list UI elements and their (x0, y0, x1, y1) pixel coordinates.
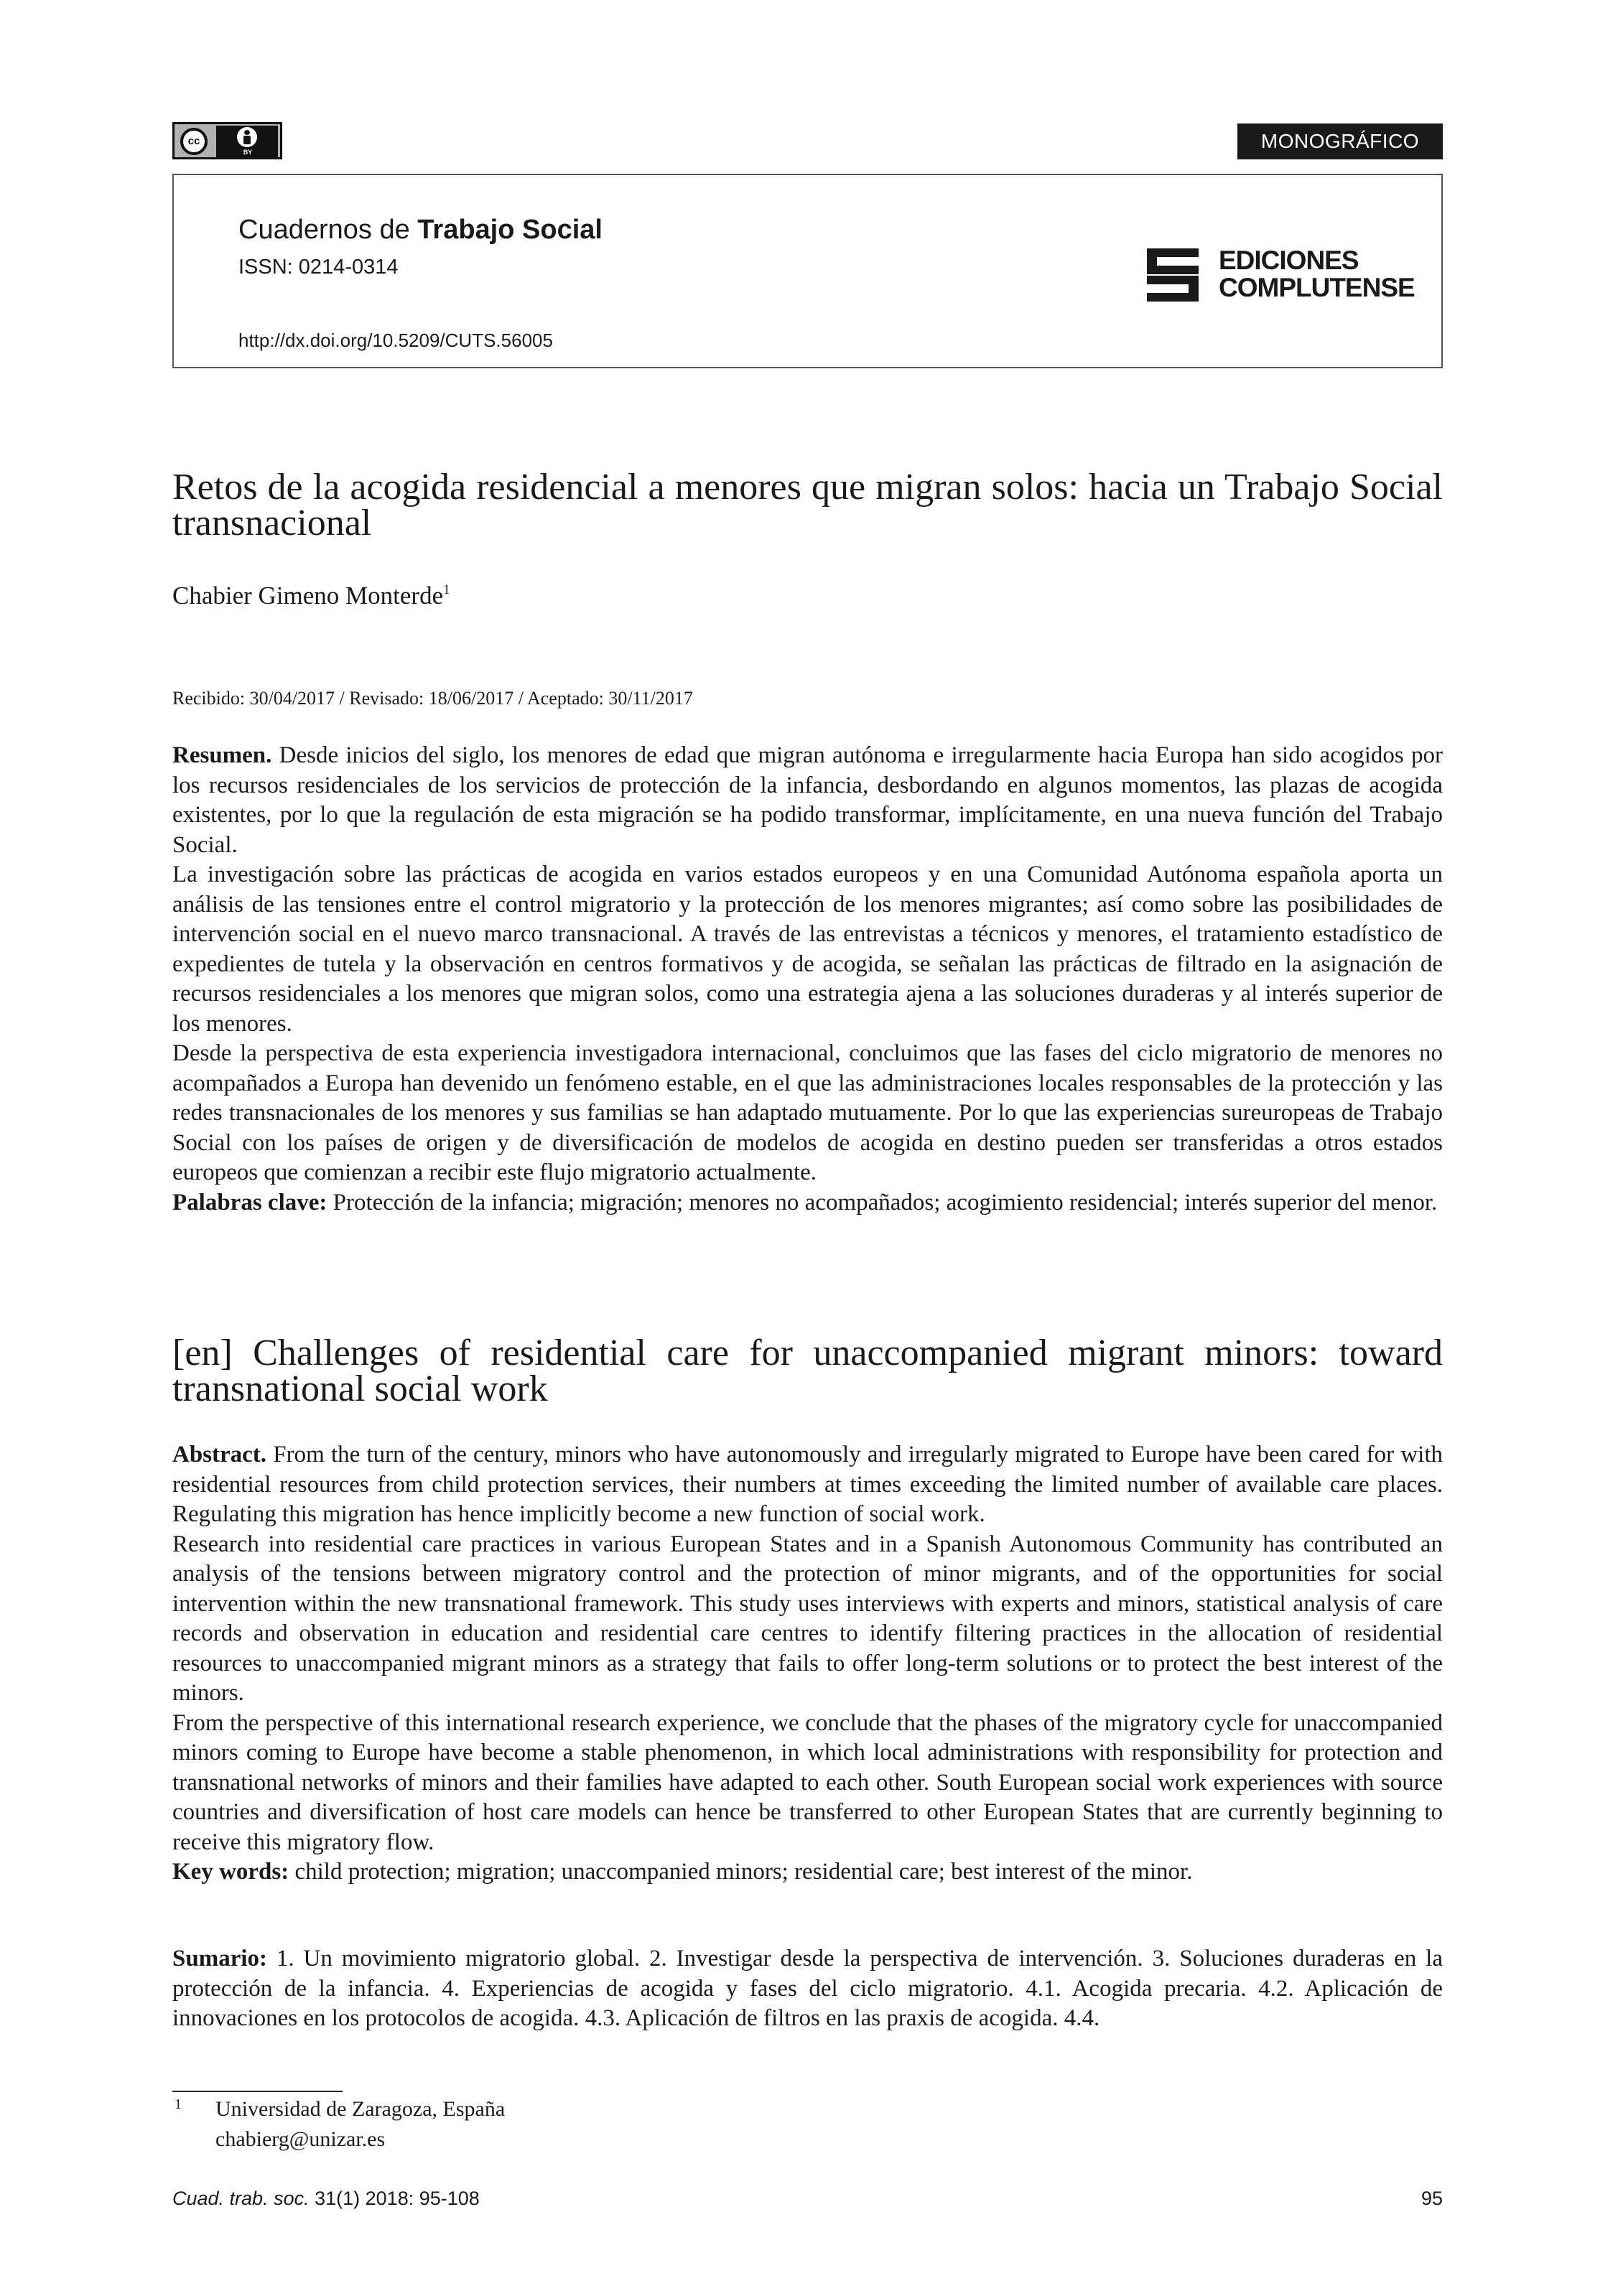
journal-name: Cuadernos de Trabajo Social (238, 215, 603, 245)
footnote-email[interactable]: chabierg@unizar.es (215, 2127, 386, 2151)
footer-citation: Cuad. trab. soc. 31(1) 2018: 95-108 (172, 2188, 480, 2209)
ediciones-complutense-logo (1147, 248, 1199, 302)
cc-icon: cc (180, 128, 208, 155)
page-number: 95 (1421, 2188, 1443, 2209)
footnote-text (215, 2094, 505, 2155)
key-words: Key words: child protection; migration; unaccompanied minors; residential care; best interest of the minor. (172, 1859, 1193, 1885)
journal-header (172, 174, 1443, 368)
abstract-paragraph: From the perspective of this international research experience, we conclude that the phases of the migratory cycle for unaccompanied minors coming to Europe have become a stable phenomenon, in which local administrations with responsibility for protection and transnational networks of minors and their families have adapted to each other. South European social work experiences with source countries and diversification of host care models can hence be transferred to other European States that are currently beginning to receive this migratory flow. (172, 1709, 1443, 1855)
section-label: MONOGRÁFICO (1237, 123, 1443, 159)
footnote-divider (172, 2091, 343, 2092)
footnote-marker[interactable]: 1 (443, 582, 450, 597)
abstract-paragraph: Research into residential care practices in various European States and in a Spanish Autonomous Community has contributed an analysis of the tensions between migratory control and the protection of minor migrants, and of the opportunities for social intervention within the new transnational framework. This study uses interviews with experts and minors, statistical analysis of care records and observation in education and residential care centres to identify filtering practices in the allocation of residential resources to unaccompanied migrant minors as a strategy that fails to offer long-term solutions or to protect the best interest of the minors. (172, 1531, 1443, 1706)
attribution-person-icon (237, 127, 257, 147)
resumen-paragraph: Resumen. Desde inicios del siglo, los menores de edad que migran autónoma e irregularmente hacia Europa han sido acogidos por los recursos residenciales de los servicios de protección de la infancia, desbordando en algunos momentos, las plazas de acogida existentes, por lo que la regulación de esta migración se ha podido transformar, implícitamente, en una nueva función del Trabajo Social. (172, 742, 1443, 858)
resumen-paragraph: La investigación sobre las prácticas de acogida en varios estados europeos y en una Comunidad Autónoma española aporta un análisis de las tensiones entre el control migratorio y la protección de los menores migrantes; así como sobre las posibilidades de intervención social en el nuevo marco transnacional. A través de las entrevistas a técnicos y menores, el tratamiento estadístico de expedientes de tutela y la observación en centros formativos y de acogida, se señalan las prácticas de filtrado en la asignación de recursos residenciales a los menores que migran solos, como una estrategia ajena a las soluciones duraderas y al interés superior de los menores. (172, 862, 1443, 1037)
article-title-en: [en] Challenges of residential care for unaccompanied migrant minors: toward transnational social work (172, 1333, 1443, 1409)
journal-issn: ISSN: 0214-0314 (238, 256, 399, 279)
publisher-logo (1147, 247, 1427, 304)
resumen-block (172, 741, 1443, 1218)
footnote-affiliation: Universidad de Zaragoza, España (215, 2097, 506, 2121)
article-dates: Recibido: 30/04/2017 / Revisado: 18/06/2017 / Aceptado: 30/11/2017 (172, 688, 693, 709)
article-author: Chabier Gimeno Monterde$^1$ (172, 582, 450, 610)
abstract-block (172, 1440, 1443, 1887)
sumario-block (172, 1944, 1443, 2034)
resumen-paragraph: Desde la perspectiva de esta experiencia investigadora internacional, concluimos que las fases del ciclo migratorio de menores no acompañados a Europa han devenido un fenómeno estable, en el que las administraciones locales responsables de la protección y las redes transnacionales de los menores y sus familias se han adaptado mutuamente. Por lo que las experiencias sureuropeas de Trabajo Social con los países de origen y de diversificación de modelos de acogida en destino pueden ser transferidas a otros estados europeos que comienzan a recibir este flujo migratorio actualmente. (172, 1040, 1443, 1185)
publisher-name: EDICIONES COMPLUTENSE (1219, 246, 1415, 302)
abstract-paragraph: Abstract. From the turn of the century, minors who have autonomously and irregularly migrated to Europe have been cared for with residential resources from child protection services, their numbers at times exceeding the limited number of available care places. Regulating this migration has hence implicitly become a new function of social work. (172, 1442, 1443, 1527)
sumario-text: Sumario: 1. Un movimiento migratorio global. 2. Investigar desde la perspectiva de intervención. 3. Soluciones duraderas en la protección de la infancia. 4. Experiencias de acogida y fases del ciclo migratorio. 4.1. Acogida precaria. 4.2. Aplicación de innovaciones en los protocolos de acogida. 4.3. Aplicación de filtros en las praxis de acogida. 4.4. (172, 1946, 1443, 2031)
footnote-number: 1 (175, 2096, 182, 2112)
by-label: BY (243, 149, 253, 156)
palabras-clave: Palabras clave: Protección de la infancia; migración; menores no acompañados; acogimiento residencial; interés superior del menor. (172, 1189, 1438, 1215)
cc-by-icon (172, 122, 282, 159)
article-title-es: Retos de la acogida residencial a menores que migran solos: hacia un Trabajo Social transnacional (172, 467, 1443, 543)
doi-link[interactable]: http://dx.doi.org/10.5209/CUTS.56005 (238, 330, 553, 351)
